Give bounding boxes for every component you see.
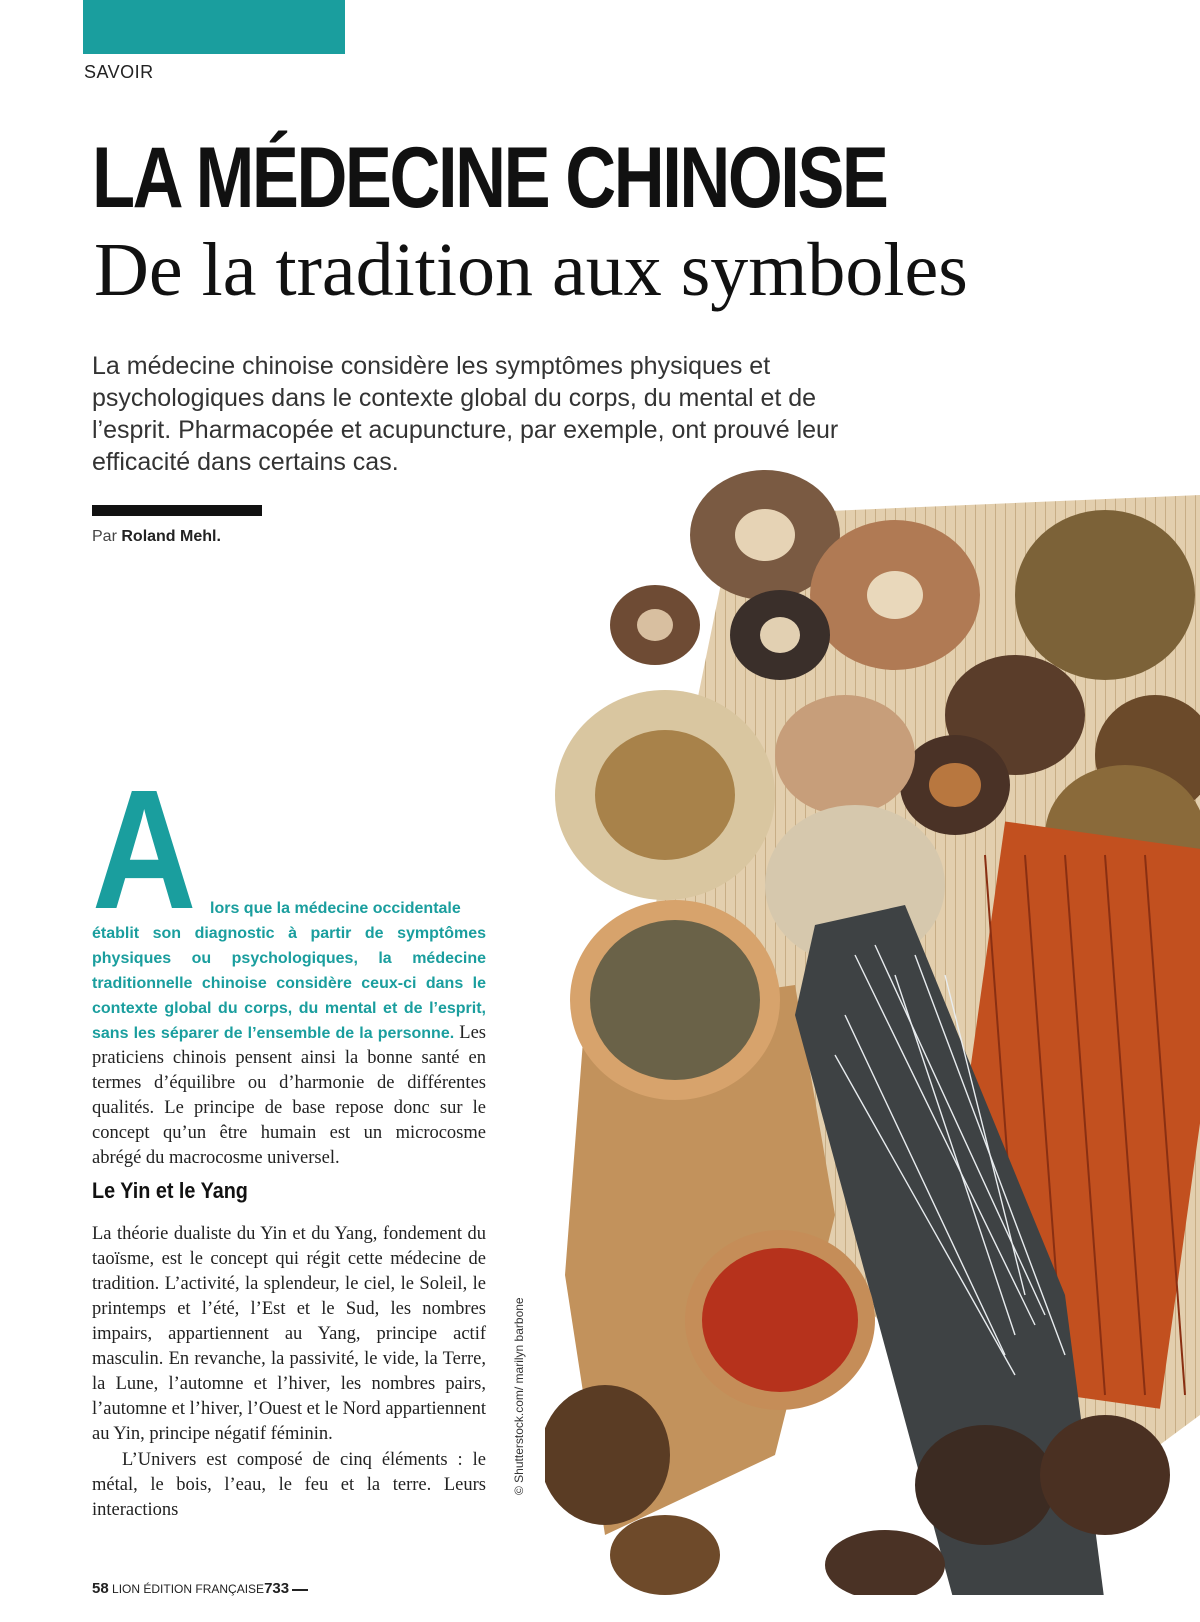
mushroom-cap-inner <box>735 509 795 561</box>
mushroom-cap-inner <box>867 571 923 619</box>
lead-highlight: établit son diagnostic à partir de symptômes physiques ou psychologiques, la médecine traditionnelle chinoise considère ceux-ci dans le contexte global du corps, du mental et de l’esprit, sans les séparer de l’ensemble de la personne. <box>92 925 486 1042</box>
photo-credit: © Shutterstock.com/ marilyn barbone <box>512 1297 526 1495</box>
footer-dash <box>292 1589 308 1591</box>
herbs-photo <box>545 455 1200 1595</box>
byline <box>92 528 221 546</box>
page-subtitle: De la tradition aux symboles <box>94 228 968 312</box>
lead-paragraph <box>92 896 486 1171</box>
lead-first-line: lors que la médecine occidentale <box>210 900 461 917</box>
dried-mushroom <box>1040 1415 1170 1535</box>
page-number: 58 <box>92 1580 109 1597</box>
byline-prefix: Par <box>92 528 117 545</box>
intro-paragraph: La médecine chinoise considère les symptômes physiques et psychologiques dans le contexte global du corps, du mental et de l’esprit. Pharmacopée et acupuncture, par exemple, ont prouvé leur efficacité dans certains cas. <box>92 352 839 476</box>
herbal-tea-leaves <box>590 920 760 1080</box>
section-accent-bar <box>83 0 345 54</box>
publication-name: LION ÉDITION FRANÇAISE <box>112 1582 265 1596</box>
saffron-threads <box>702 1248 858 1392</box>
dried-mushroom <box>610 1515 720 1595</box>
drop-cap: A <box>92 755 197 945</box>
body-paragraph: L’Univers est composé de cinq éléments : le métal, le bois, l’eau, le feu et la terre. Leurs interactions <box>92 1450 486 1520</box>
dried-mushroom <box>825 1530 945 1595</box>
lead-body-text: Les praticiens chinois pensent ainsi la bonne santé en termes d’équilibre ou d’harmonie de différentes qualités. Le principe de base repose donc sur le concept qu’un être humain est un microcosme abrégé du macrocosme universel. <box>92 1023 487 1168</box>
byline-rule <box>92 505 262 516</box>
dried-mushroom <box>915 1425 1055 1545</box>
byline-author: Roland Mehl. <box>121 528 221 545</box>
dried-mushroom <box>1015 510 1195 680</box>
dried-mushroom <box>545 1385 670 1525</box>
dried-mushroom <box>775 695 915 815</box>
page-footer <box>92 1580 308 1597</box>
mushroom-cap-inner <box>637 609 673 641</box>
dried-fruit-center <box>595 730 735 860</box>
section-label: SAVOIR <box>84 62 154 82</box>
page-title: LA MÉDECINE CHINOISE <box>92 130 887 226</box>
issue-number: 733 <box>264 1580 290 1597</box>
body-paragraph: La théorie dualiste du Yin et du Yang, fondement du taoïsme, est le concept qui régit cette médecine de tradition. L’activité, la splendeur, le ciel, le Soleil, le printemps et l’été, l’Est et le Sud, les nombres impairs, appartiennent au Yang, principe actif masculin. En revanche, la passivité, le vide, la Terre, la Lune, l’automne et l’hiver, les nombres pairs, l’automne et l’hiver, l’Ouest et le Nord appartiennent au Yin, principe négatif féminin. <box>92 1224 486 1444</box>
section-heading: Le Yin et le Yang <box>92 1178 248 1203</box>
mushroom-cap-inner <box>760 617 800 653</box>
mushroom-cap-inner <box>929 763 981 807</box>
